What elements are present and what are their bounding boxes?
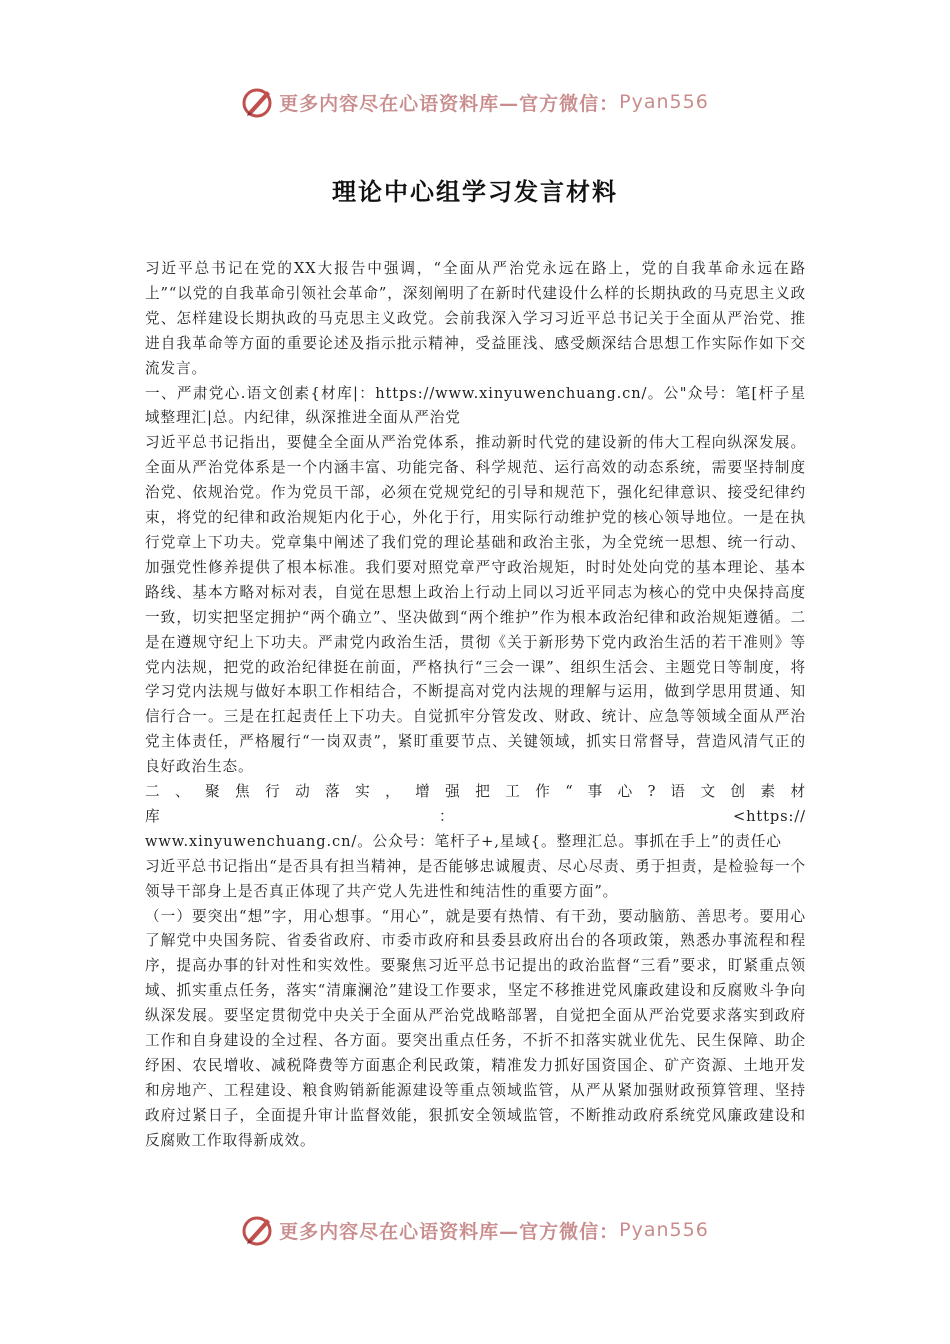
paragraph: （一）要突出“想”字，用心想事。“用心”，就是要有热情、有干劲，要动脑筋、善思考。要用心了解党中央国务院、省委省政府、市委市政府和县委县政府出台的各项政策，熟悉办事流程和程序，提高办事的针对性和实效性。要聚焦习近平总书记提出的政治监督“三看”要求，盯紧重点领域、抓实重点任务，落实“清廉澜沧”建设工作要求，坚定不移推进党风廉政建设和反腐败斗争向纵深发展。要坚定贯彻党中央关于全面从严治党战略部署，自觉把全面从严治党要求落实到政府工作和自身建设的全过程、各方面。要突出重点任务，不折不扣落实就业优先、民生保障、助企纾困、农民增收、减税降费等方面惠企利民政策，精准发力抓好国资国企、矿产资源、土地开发和房地产、工程建设、粮食购销新能源建设等重点领域监管，从严从紧加强财政预算管理、坚持政府过紧日子，全面提升审计监督效能，狠抓安全领域监管，不断推动政府系统党风廉政建设和反腐败工作取得新成效。	[145, 907, 806, 1149]
section-heading: 二 、 聚 焦 行 动 落 实 ， 增 强 把 工 作 “ 事 心 ? 语 文 创 素 材 库 ： <https://	[145, 783, 806, 825]
banner-text: 更多内容尽在心语资料库—官方微信：	[279, 92, 620, 115]
document-body	[145, 257, 806, 1154]
header-banner	[0, 82, 950, 122]
paragraph: 习近平总书记在党的XX大报告中强调，“全面从严治党永远在路上，党的自我革命永远在路上”“以党的自我革命引领社会革命”，深刻阐明了在新时代建设什么样的长期执政的马克思主义政党、怎样建设长期执政的马克思主义政党。会前我深入学习习近平总书记关于全面从严治党、推进自我革命等方面的重要论述及指示批示精神，受益匪浅、感受颇深结合思想工作实际作如下交流发言。	[145, 260, 806, 377]
paragraph: 习近平总书记指出“是否具有担当精神，是否能够忠诚履责、尽心尽责、勇于担责，是检验每一个领导干部身上是否真正体现了共产党人先进性和纯洁性的重要方面”。	[145, 857, 806, 900]
banner-wechat-id: Pyan556	[619, 1219, 709, 1241]
footer-banner	[0, 1210, 950, 1250]
pen-logo-icon	[241, 85, 275, 119]
section-heading: 一、严肃党心.语文创素{材库|：https://www.xinyuwenchuang.cn/。公"众号：笔[杆子星域整理汇|总。内纪律，纵深推进全面从严治党	[145, 384, 806, 427]
paragraph: 习近平总书记指出，要健全全面从严治党体系，推动新时代党的建设新的伟大工程向纵深发展。全面从严治党体系是一个内涵丰富、功能完备、科学规范、运行高效的动态系统，需要坚持制度治党、依规治党。作为党员干部，必须在党规党纪的引导和规范下，强化纪律意识、接受纪律约束，将党的纪律和政治规矩内化于心，外化于行，用实际行动维护党的核心领导地位。一是在执行党章上下功夫。党章集中阐述了我们党的理论基础和政治主张，为全党统一思想、统一行动、加强党性修养提供了根本标准。我们要对照党章严守政治规矩，时时处处向党的基本理论、基本路线、基本方略对标对表，自觉在思想上政治上行动上同以习近平同志为核心的党中央保持高度一致，切实把坚定拥护“两个确立”、坚决做到“两个维护”作为根本政治纪律和政治规矩遵循。二是在遵规守纪上下功夫。严肃党内政治生活，贯彻《关于新形势下党内政治生活的若干准则》等党内法规，把党的政治纪律挺在前面，严格执行“三会一课”、组织生活会、主题党日等制度，将学习党内法规与做好本职工作相结合，不断提高对党内法规的理解与运用，做到学思用贯通、知信行合一。三是在扛起责任上下功夫。自觉抓牢分管发改、财政、统计、应急等领域全面从严治党主体责任，严格履行“一岗双责”，紧盯重要节点、关键领域，抓实日常督导，营造风清气正的良好政治生态。	[145, 434, 806, 776]
document-title: 理论中心组学习发言材料	[332, 177, 618, 206]
section-heading-continued: www.xinyuwenchuang.cn/。公众号：笔杆子+,星域{。整理汇总。事抓在手上”的责任心	[145, 832, 782, 850]
banner-text: 更多内容尽在心语资料库—官方微信：	[279, 1220, 620, 1243]
pen-logo-icon	[241, 1213, 275, 1247]
banner-wechat-id: Pyan556	[619, 91, 709, 113]
